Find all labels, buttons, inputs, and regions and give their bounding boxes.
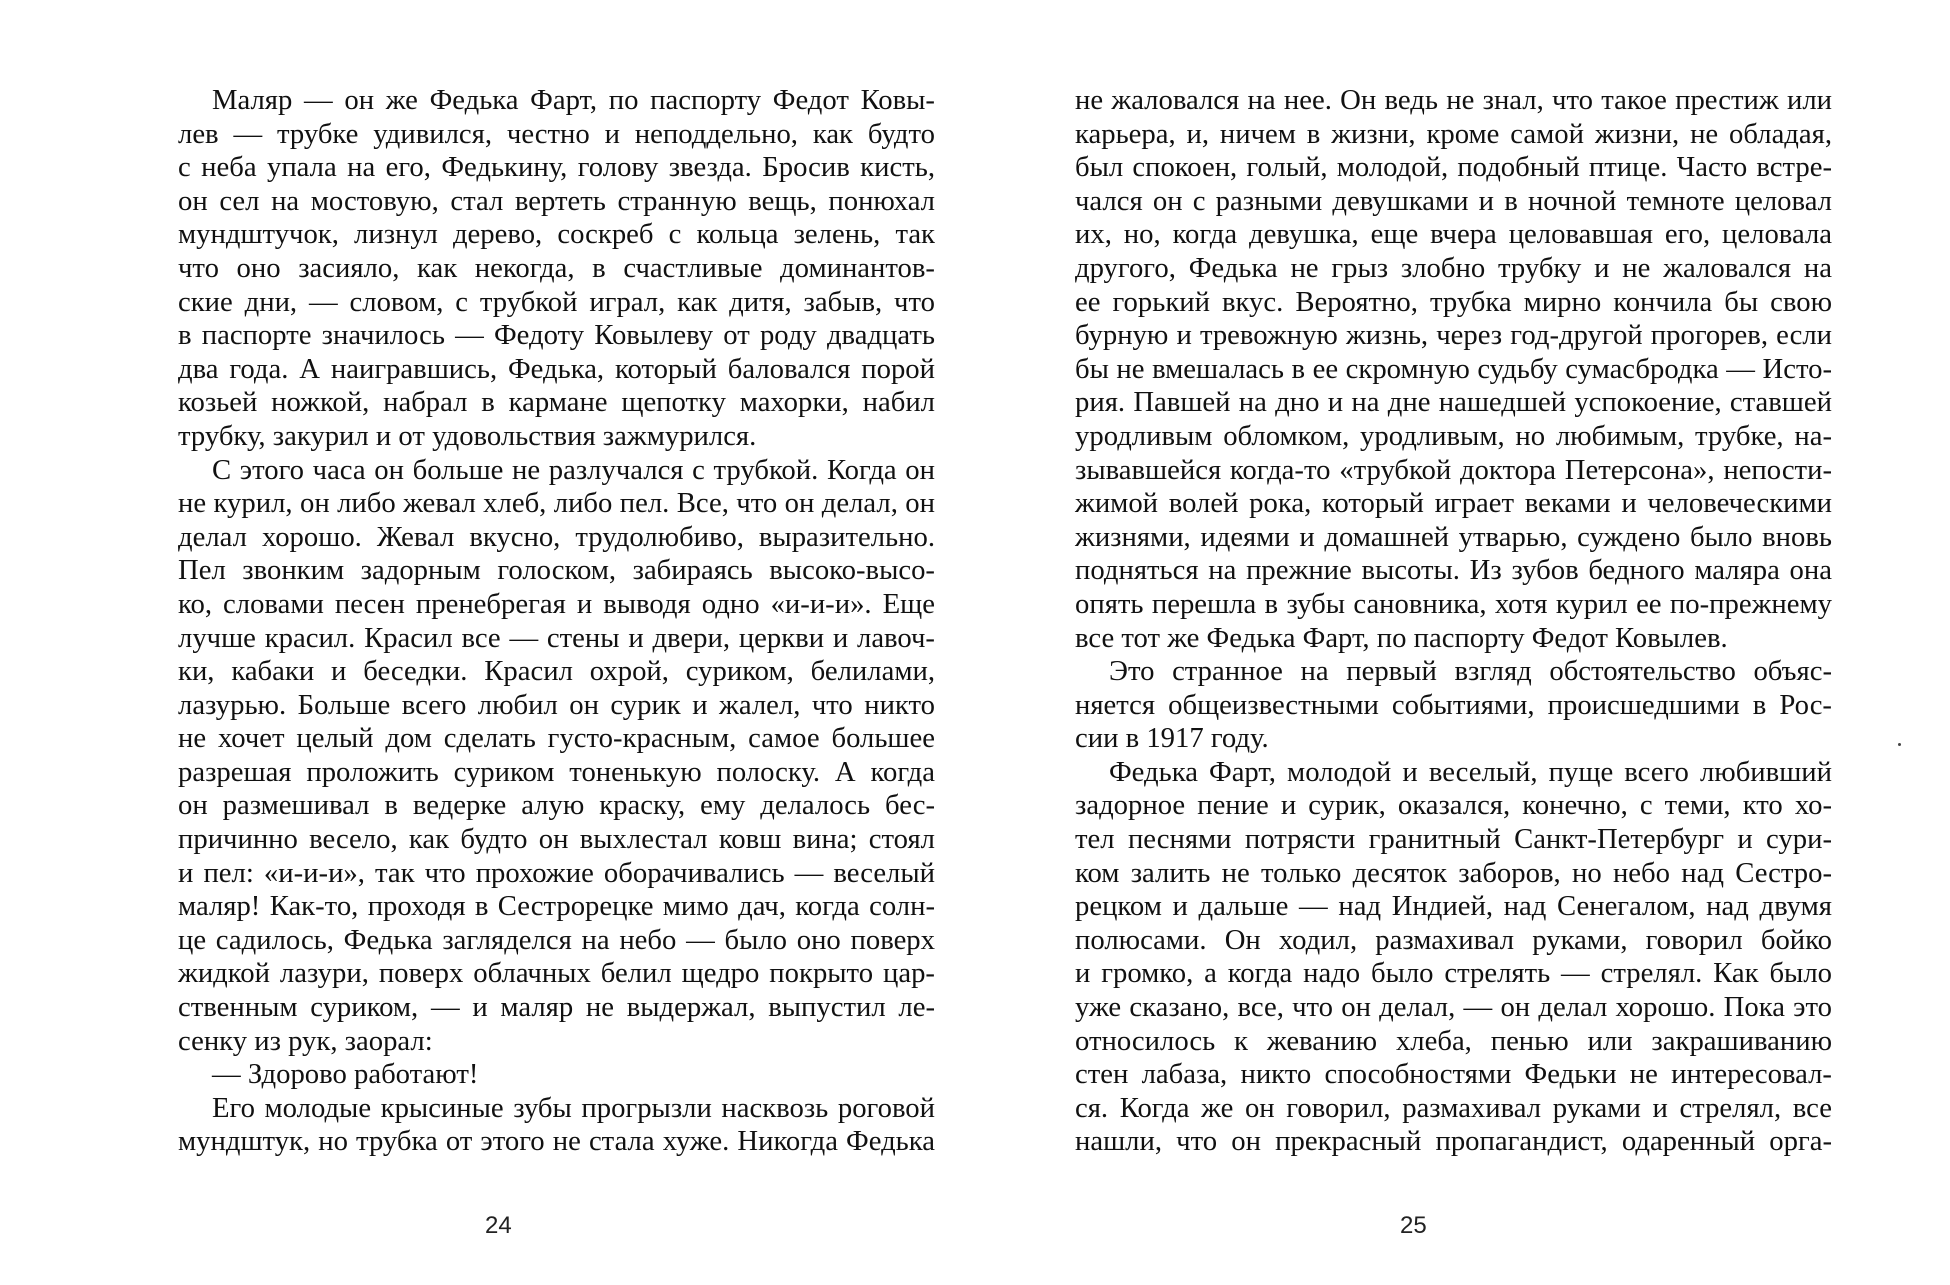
text-line: он размешивал в ведерке алую краску, ему делалось бес- [178, 789, 935, 822]
text-line: ки, кабаки и беседки. Красил охрой, суриком, белилами, [178, 655, 935, 688]
text-line: ком залить не только десяток заборов, но небо над Сестро- [1075, 856, 1832, 889]
text-line: опять перешла в зубы сановника, хотя курил ее по-прежнему [1075, 587, 1832, 620]
print-speck [1898, 743, 1901, 746]
text-line: це садилось, Федька загляделся на небо — было оно поверх [178, 923, 935, 956]
text-line: — Здорово работают! [212, 1058, 479, 1091]
text-line: полюсами. Он ходил, размахивал руками, говорил бойко [1075, 923, 1832, 956]
text-line: няется общеизвестными событиями, происшедшими в Рос- [1075, 688, 1832, 721]
text-line: относилось к жеванию хлеба, пенью или закрашиванию [1075, 1024, 1832, 1057]
text-line: жимой волей рока, который играет веками и человеческими [1075, 487, 1832, 520]
paragraph [1075, 84, 1832, 655]
text-line: задорное пение и сурик, оказался, конечно, с теми, кто хо- [1075, 789, 1832, 822]
text-line: мундштук, но трубка от этого не стала хуже. Никогда Федька [178, 1125, 935, 1158]
text-line: сии в 1917 году. [1075, 722, 1269, 755]
text-line: не курил, он либо жевал хлеб, либо пел. Все, что он делал, он [178, 487, 935, 520]
text-line: с неба упала на его, Федькину, голову звезда. Бросив кисть, [178, 151, 935, 184]
left-page-number: 24 [485, 1212, 512, 1239]
text-line: козьей ножкой, набрал в кармане щепотку махорки, набил [178, 386, 935, 419]
text-line: трубку, закурил и от удовольствия зажмурился. [178, 419, 757, 452]
text-line: и пел: «и-и-и», так что прохожие оборачивались — веселый [178, 856, 935, 889]
text-line: ко, словами песен пренебрегая и выводя одно «и-и-и». Еще [178, 587, 935, 620]
text-line: сенку из рук, заорал: [178, 1024, 433, 1057]
text-line: ственным суриком, — и маляр не выдержал, выпустил ле- [178, 991, 935, 1024]
text-line: Маляр — он же Федька Фарт, по паспорту Федот Ковы- [212, 84, 935, 116]
text-line: Его молодые крысиные зубы прогрызли насквозь роговой [212, 1091, 935, 1124]
text-line: уродливым обломком, уродливым, но любимым, трубке, на- [1075, 419, 1832, 452]
text-line: ее горький вкус. Вероятно, трубка мирно кончила бы свою [1075, 285, 1832, 318]
text-line: жидкой лазури, поверх облачных белил щедро покрыто цар- [178, 957, 935, 990]
text-line: бурную и тревожную жизнь, через год-другой прогорев, если [1075, 319, 1832, 352]
text-line: ские дни, — словом, с трубкой играл, как дитя, забыв, что [178, 285, 935, 318]
paragraph [1075, 655, 1832, 756]
text-line: он сел на мостовую, стал вертеть странную вещь, понюхал [178, 184, 935, 217]
text-line: рецком и дальше — над Индией, над Сенегалом, над двумя [1075, 890, 1832, 923]
paragraph [178, 1092, 935, 1159]
text-line: бы не вмешалась в ее скромную судьбу сумасбродка — Исто- [1075, 352, 1832, 385]
text-line: нашли, что он прекрасный пропагандист, одаренный орга- [1075, 1125, 1832, 1158]
text-line: все тот же Федька Фарт, по паспорту Федот Ковылев. [1075, 621, 1728, 654]
text-line: карьера, и, ничем в жизни, кроме самой жизни, не обладая, [1075, 117, 1832, 150]
text-line: жизнями, идеями и домашней утварью, суждено было вновь [1075, 520, 1832, 553]
paragraph [178, 1058, 935, 1092]
text-line: их, но, когда девушка, еще вчера целовавшая его, целовала [1075, 218, 1832, 251]
text-line: и громко, а когда надо было стрелять — стрелял. Как было [1075, 957, 1832, 990]
text-line: не жаловался на нее. Он ведь не знал, что такое престиж или [1075, 84, 1832, 116]
text-line: Федька Фарт, молодой и веселый, пуще всего любивший [1109, 755, 1832, 788]
paragraph [178, 84, 935, 454]
text-line: чался он с разными девушками и в ночной темноте целовал [1075, 184, 1832, 217]
text-line: Пел звонким задорным голоском, забираясь высоко-высо- [178, 554, 935, 587]
paragraph [1075, 756, 1832, 1159]
text-line: причинно весело, как будто он выхлестал ковш вина; стоял [178, 823, 935, 856]
right-page [975, 0, 1950, 1285]
text-line: лазурью. Больше всего любил он сурик и жалел, что никто [178, 688, 935, 721]
text-line: зывавшейся когда-то «трубкой доктора Петерсона», непости- [1075, 453, 1832, 486]
text-line: ся. Когда же он говорил, размахивал руками и стрелял, все [1075, 1091, 1832, 1124]
text-line: тел песнями потрясти гранитный Санкт-Петербург и сури- [1075, 823, 1832, 856]
text-line: два года. А наигравшись, Федька, который баловался порой [178, 352, 935, 385]
text-line: рия. Павшей на дно и на дне нашедшей успокоение, ставшей [1075, 386, 1832, 419]
text-line: делал хорошо. Жевал вкусно, трудолюбиво, выразительно. [178, 520, 935, 553]
text-line: уже сказано, все, что он делал, — он делал хорошо. Пока это [1075, 991, 1832, 1024]
text-line: С этого часа он больше не разлучался с трубкой. Когда он [212, 453, 935, 486]
right-page-number: 25 [1400, 1212, 1427, 1239]
paragraph [178, 454, 935, 1059]
right-page-text [1075, 84, 1832, 1159]
text-line: лучше красил. Красил все — стены и двери, церкви и лавоч- [178, 621, 935, 654]
left-page-text [178, 84, 935, 1159]
text-line: Это странное на первый взгляд обстоятельство объяс- [1109, 655, 1832, 688]
text-line: разрешая проложить суриком тоненькую полоску. А когда [178, 755, 935, 788]
text-line: мундштучок, лизнул дерево, соскреб с кольца зелень, так [178, 218, 935, 251]
text-line: подняться на прежние высоты. Из зубов бедного маляра она [1075, 554, 1832, 587]
text-line: был спокоен, голый, молодой, подобный птице. Часто встре- [1075, 151, 1832, 184]
text-line: в паспорте значилось — Федоту Ковылеву от роду двадцать [178, 319, 935, 352]
text-line: лев — трубке удивился, честно и неподдельно, как будто [178, 117, 935, 150]
text-line: что оно засияло, как некогда, в счастливые доминантов- [178, 251, 935, 284]
text-line: маляр! Как-то, проходя в Сестрорецке мимо дач, когда солн- [178, 890, 935, 923]
text-line: стен лабаза, никто способностями Федьки не интересовал- [1075, 1058, 1832, 1091]
text-line: не хочет целый дом сделать густо-красным, самое большее [178, 722, 935, 755]
text-line: другого, Федька не грыз злобно трубку и не жаловался на [1075, 251, 1832, 284]
